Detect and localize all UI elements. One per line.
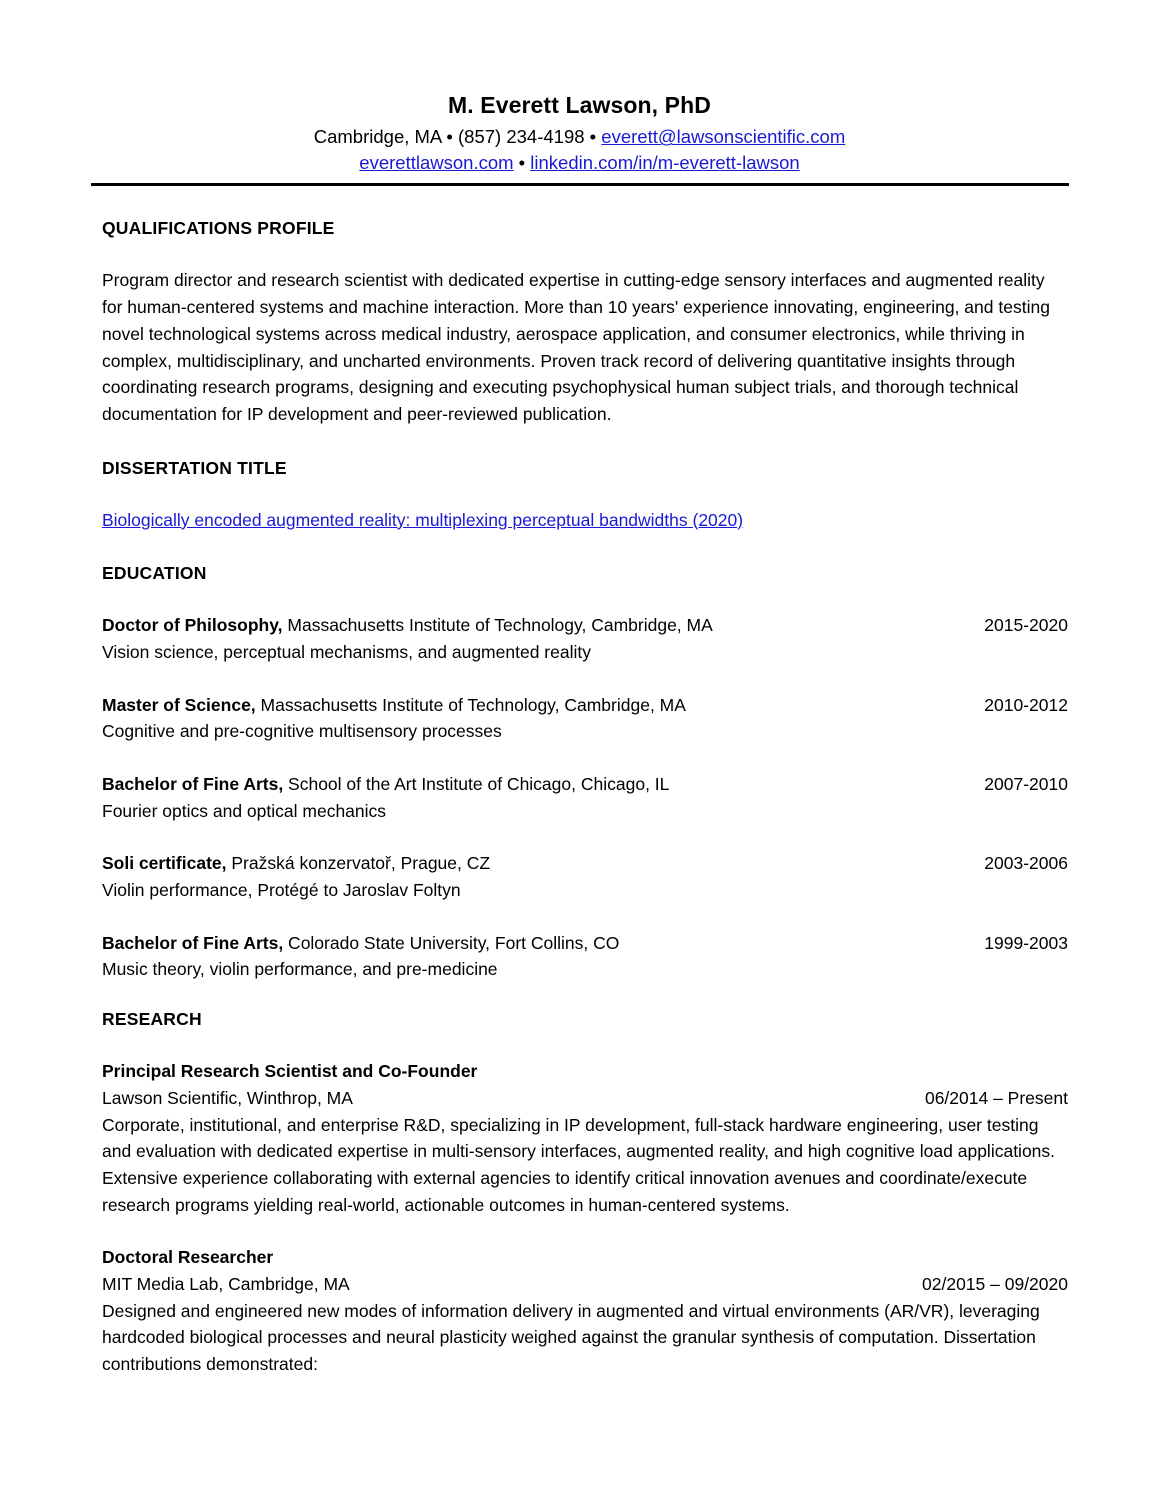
job-org-row — [102, 1271, 1068, 1298]
website-link[interactable]: everettlawson.com — [359, 151, 514, 173]
education-entry — [102, 930, 1068, 983]
job-dates: 02/2015 – 09/2020 — [922, 1273, 1068, 1294]
resume-header — [0, 0, 1159, 186]
job-organization: MIT Media Lab, Cambridge, MA — [102, 1273, 350, 1294]
linkedin-link[interactable]: linkedin.com/in/m-everett-lawson — [530, 151, 800, 173]
education-detail: Violin performance, Protégé to Jaroslav Foltyn — [102, 880, 461, 901]
section-heading-education: EDUCATION — [102, 563, 207, 584]
education-detail: Vision science, perceptual mechanisms, and augmented reality — [102, 641, 591, 662]
section-heading-research: RESEARCH — [102, 1009, 202, 1030]
education-degree: Master of Science, — [102, 694, 256, 715]
job-title: Principal Research Scientist and Co-Founder — [102, 1061, 478, 1082]
education-institution: Pražská konzervatoř, Prague, CZ — [226, 853, 491, 874]
contact-phone: (857) 234-4198 — [458, 126, 585, 148]
education-dates: 1999-2003 — [984, 932, 1068, 953]
job-organization: Lawson Scientific, Winthrop, MA — [102, 1087, 353, 1108]
education-dates: 2010-2012 — [984, 694, 1068, 715]
contact-separator-1: • — [441, 126, 459, 148]
education-entry-header — [102, 692, 1068, 719]
education-detail: Cognitive and pre-cognitive multisensory processes — [102, 721, 502, 742]
education-institution: Massachusetts Institute of Technology, Cambridge, MA — [255, 694, 686, 715]
education-institution: School of the Art Institute of Chicago, Chicago, IL — [283, 774, 670, 795]
education-dates: 2003-2006 — [984, 853, 1068, 874]
education-dates: 2007-2010 — [984, 774, 1068, 795]
email-link[interactable]: everett@lawsonscientific.com — [601, 126, 846, 148]
candidate-name: M. Everett Lawson, PhD — [448, 92, 711, 118]
section-heading-dissertation: DISSERTATION TITLE — [102, 457, 287, 478]
job-org-row — [102, 1085, 1068, 1112]
education-entry-header — [102, 612, 1068, 639]
contact-separator-3: • — [513, 151, 531, 173]
education-entry-header — [102, 850, 1068, 877]
research-job — [102, 1058, 1068, 1218]
education-entry — [102, 771, 1068, 824]
education-entry — [102, 850, 1068, 903]
research-list — [102, 1058, 1068, 1378]
job-title: Doctoral Researcher — [102, 1247, 274, 1268]
job-description: Corporate, institutional, and enterprise R&D, specializing in IP development, full-stack hardware engineering, user testing and evaluation with dedicated expertise in multi-sensory interfaces, augmented reality, and high cognitive load applications. Extensive experience collaborating with external agencies to identify critical innovation avenues and coordinate/execute research programs yielding real-world, actionable outcomes in human-centered systems. — [102, 1114, 1056, 1215]
research-job — [102, 1244, 1068, 1377]
education-degree: Bachelor of Fine Arts, — [102, 932, 284, 953]
education-detail: Fourier optics and optical mechanics — [102, 800, 387, 821]
dissertation-title-link[interactable]: Biologically encoded augmented reality: multiplexing perceptual bandwidths (2020) — [102, 509, 744, 530]
education-entry-header — [102, 930, 1068, 957]
education-degree: Bachelor of Fine Arts, — [102, 774, 284, 795]
contact-line-primary — [0, 124, 1159, 150]
education-degree: Doctor of Philosophy, — [102, 615, 283, 636]
section-heading-qualifications: QUALIFICATIONS PROFILE — [102, 218, 335, 239]
education-dates: 2015-2020 — [984, 615, 1068, 636]
education-institution: Massachusetts Institute of Technology, Cambridge, MA — [282, 615, 713, 636]
job-description: Designed and engineered new modes of information delivery in augmented and virtual environments (AR/VR), leveraging hardcoded biological processes and neural plasticity weighed against the granular synthesis of computation. Dissertation contributions demonstrated: — [102, 1300, 1040, 1375]
education-entry — [102, 612, 1068, 665]
job-dates: 06/2014 – Present — [924, 1087, 1068, 1108]
contact-separator-2: • — [584, 126, 602, 148]
education-detail: Music theory, violin performance, and pre-medicine — [102, 959, 498, 980]
contact-line-secondary — [0, 150, 1159, 176]
education-entry — [102, 692, 1068, 745]
education-list — [102, 612, 1068, 983]
education-degree: Soli certificate, — [102, 853, 227, 874]
education-entry-header — [102, 771, 1068, 798]
resume-content — [0, 186, 1159, 1377]
education-institution: Colorado State University, Fort Collins, CO — [283, 932, 620, 953]
qualifications-body: Program director and research scientist with dedicated expertise in cutting-edge sensory interfaces and augmented reality for human-centered systems and machine interaction. More than 10 years' experience innovating, engineering, and testing novel technological systems across medical industry, aerospace application, and consumer electronics, while thriving in complex, multidisciplinary, and uncharted environments. Proven track record of delivering quantitative insights through coordinating research programs, designing and executing psychophysical human subject trials, and thorough technical documentation for IP development and peer-reviewed publication. — [102, 270, 1050, 424]
contact-location: Cambridge, MA — [313, 126, 442, 148]
